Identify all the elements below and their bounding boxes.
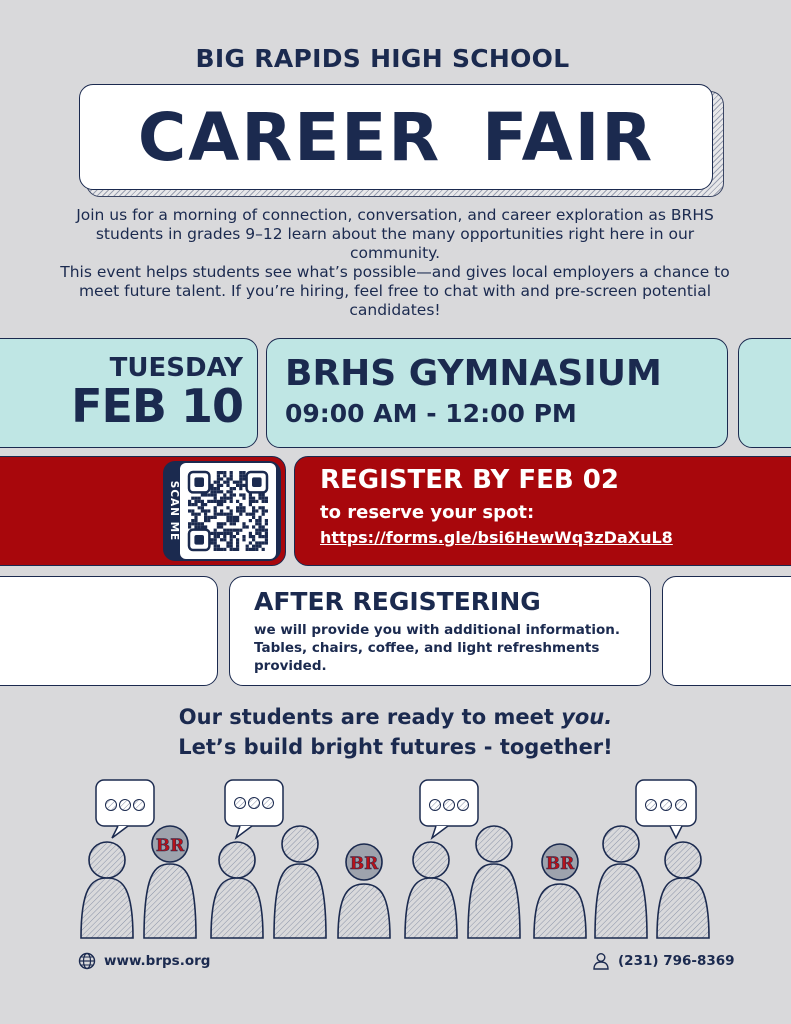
student-avatar bbox=[144, 826, 196, 938]
speech-bubble-icon bbox=[225, 780, 283, 838]
register-title: REGISTER BY FEB 02 bbox=[320, 465, 619, 495]
venue-panel bbox=[266, 338, 728, 448]
event-time: 09:00 AM - 12:00 PM bbox=[285, 399, 577, 428]
tagline-line-2: Let’s build bright futures - together! bbox=[178, 735, 613, 759]
decorative-panel-white-left bbox=[0, 576, 218, 686]
student-avatar bbox=[338, 844, 390, 938]
title-box bbox=[79, 84, 713, 190]
scan-me-text: SCAN ME bbox=[168, 480, 180, 542]
person-icon bbox=[595, 826, 647, 938]
qr-code[interactable] bbox=[180, 463, 276, 559]
register-link[interactable]: https://forms.gle/bsi6HewWq3zDaXuL8 bbox=[320, 528, 673, 547]
tagline-emphasis: you. bbox=[561, 705, 613, 729]
school-name: BIG RAPIDS HIGH SCHOOL bbox=[195, 44, 570, 73]
after-title: AFTER REGISTERING bbox=[254, 587, 541, 616]
student-avatar bbox=[534, 844, 586, 938]
page-title: CAREER FAIR bbox=[137, 98, 655, 176]
phone-text: (231) 796-8369 bbox=[618, 953, 735, 969]
after-panel bbox=[229, 576, 651, 686]
speech-bubble-icon bbox=[636, 780, 696, 838]
date-panel bbox=[0, 338, 258, 448]
speech-bubble-icon bbox=[96, 780, 154, 838]
website-text: www.brps.org bbox=[104, 953, 211, 969]
people-illustration bbox=[70, 772, 730, 948]
person-icon bbox=[405, 842, 457, 938]
speech-bubble-icon bbox=[420, 780, 478, 838]
person-icon bbox=[211, 842, 263, 938]
qr-code-icon bbox=[180, 463, 276, 559]
event-day: TUESDAY bbox=[109, 353, 243, 383]
event-venue: BRHS GYMNASIUM bbox=[285, 353, 662, 394]
intro-paragraph-2: This event helps students see what’s possible—and gives local employers a chance to meet future talent. If you’re hiring, feel free to chat with and pre-screen potential candidates! bbox=[60, 263, 730, 319]
event-date: FEB 10 bbox=[71, 379, 243, 433]
intro-text bbox=[60, 206, 730, 320]
person-icon bbox=[81, 842, 133, 938]
br-logo-badge: BR bbox=[349, 854, 379, 874]
person-icon bbox=[274, 826, 326, 938]
br-logo-badge: BR bbox=[155, 836, 185, 856]
person-icon bbox=[468, 826, 520, 938]
tagline-line-1 bbox=[0, 702, 791, 732]
tagline bbox=[0, 702, 791, 762]
decorative-panel-white-right bbox=[662, 576, 791, 686]
tagline-prefix: Our students are ready to meet bbox=[178, 705, 562, 729]
br-logo-badge: BR bbox=[545, 854, 575, 874]
after-body: we will provide you with additional information. Tables, chairs, coffee, and light refreshments provided. bbox=[254, 622, 620, 674]
globe-icon bbox=[78, 952, 96, 970]
register-subtitle: to reserve your spot: bbox=[320, 502, 535, 523]
footer-phone[interactable] bbox=[592, 952, 735, 970]
decorative-panel-teal bbox=[738, 338, 791, 448]
person-icon bbox=[657, 842, 709, 938]
person-icon bbox=[592, 952, 610, 970]
footer-website[interactable] bbox=[78, 952, 210, 970]
intro-paragraph-1: Join us for a morning of connection, conversation, and career exploration as BRHS students in grades 9–12 learn about the many opportunities right here in our community. bbox=[76, 206, 714, 262]
